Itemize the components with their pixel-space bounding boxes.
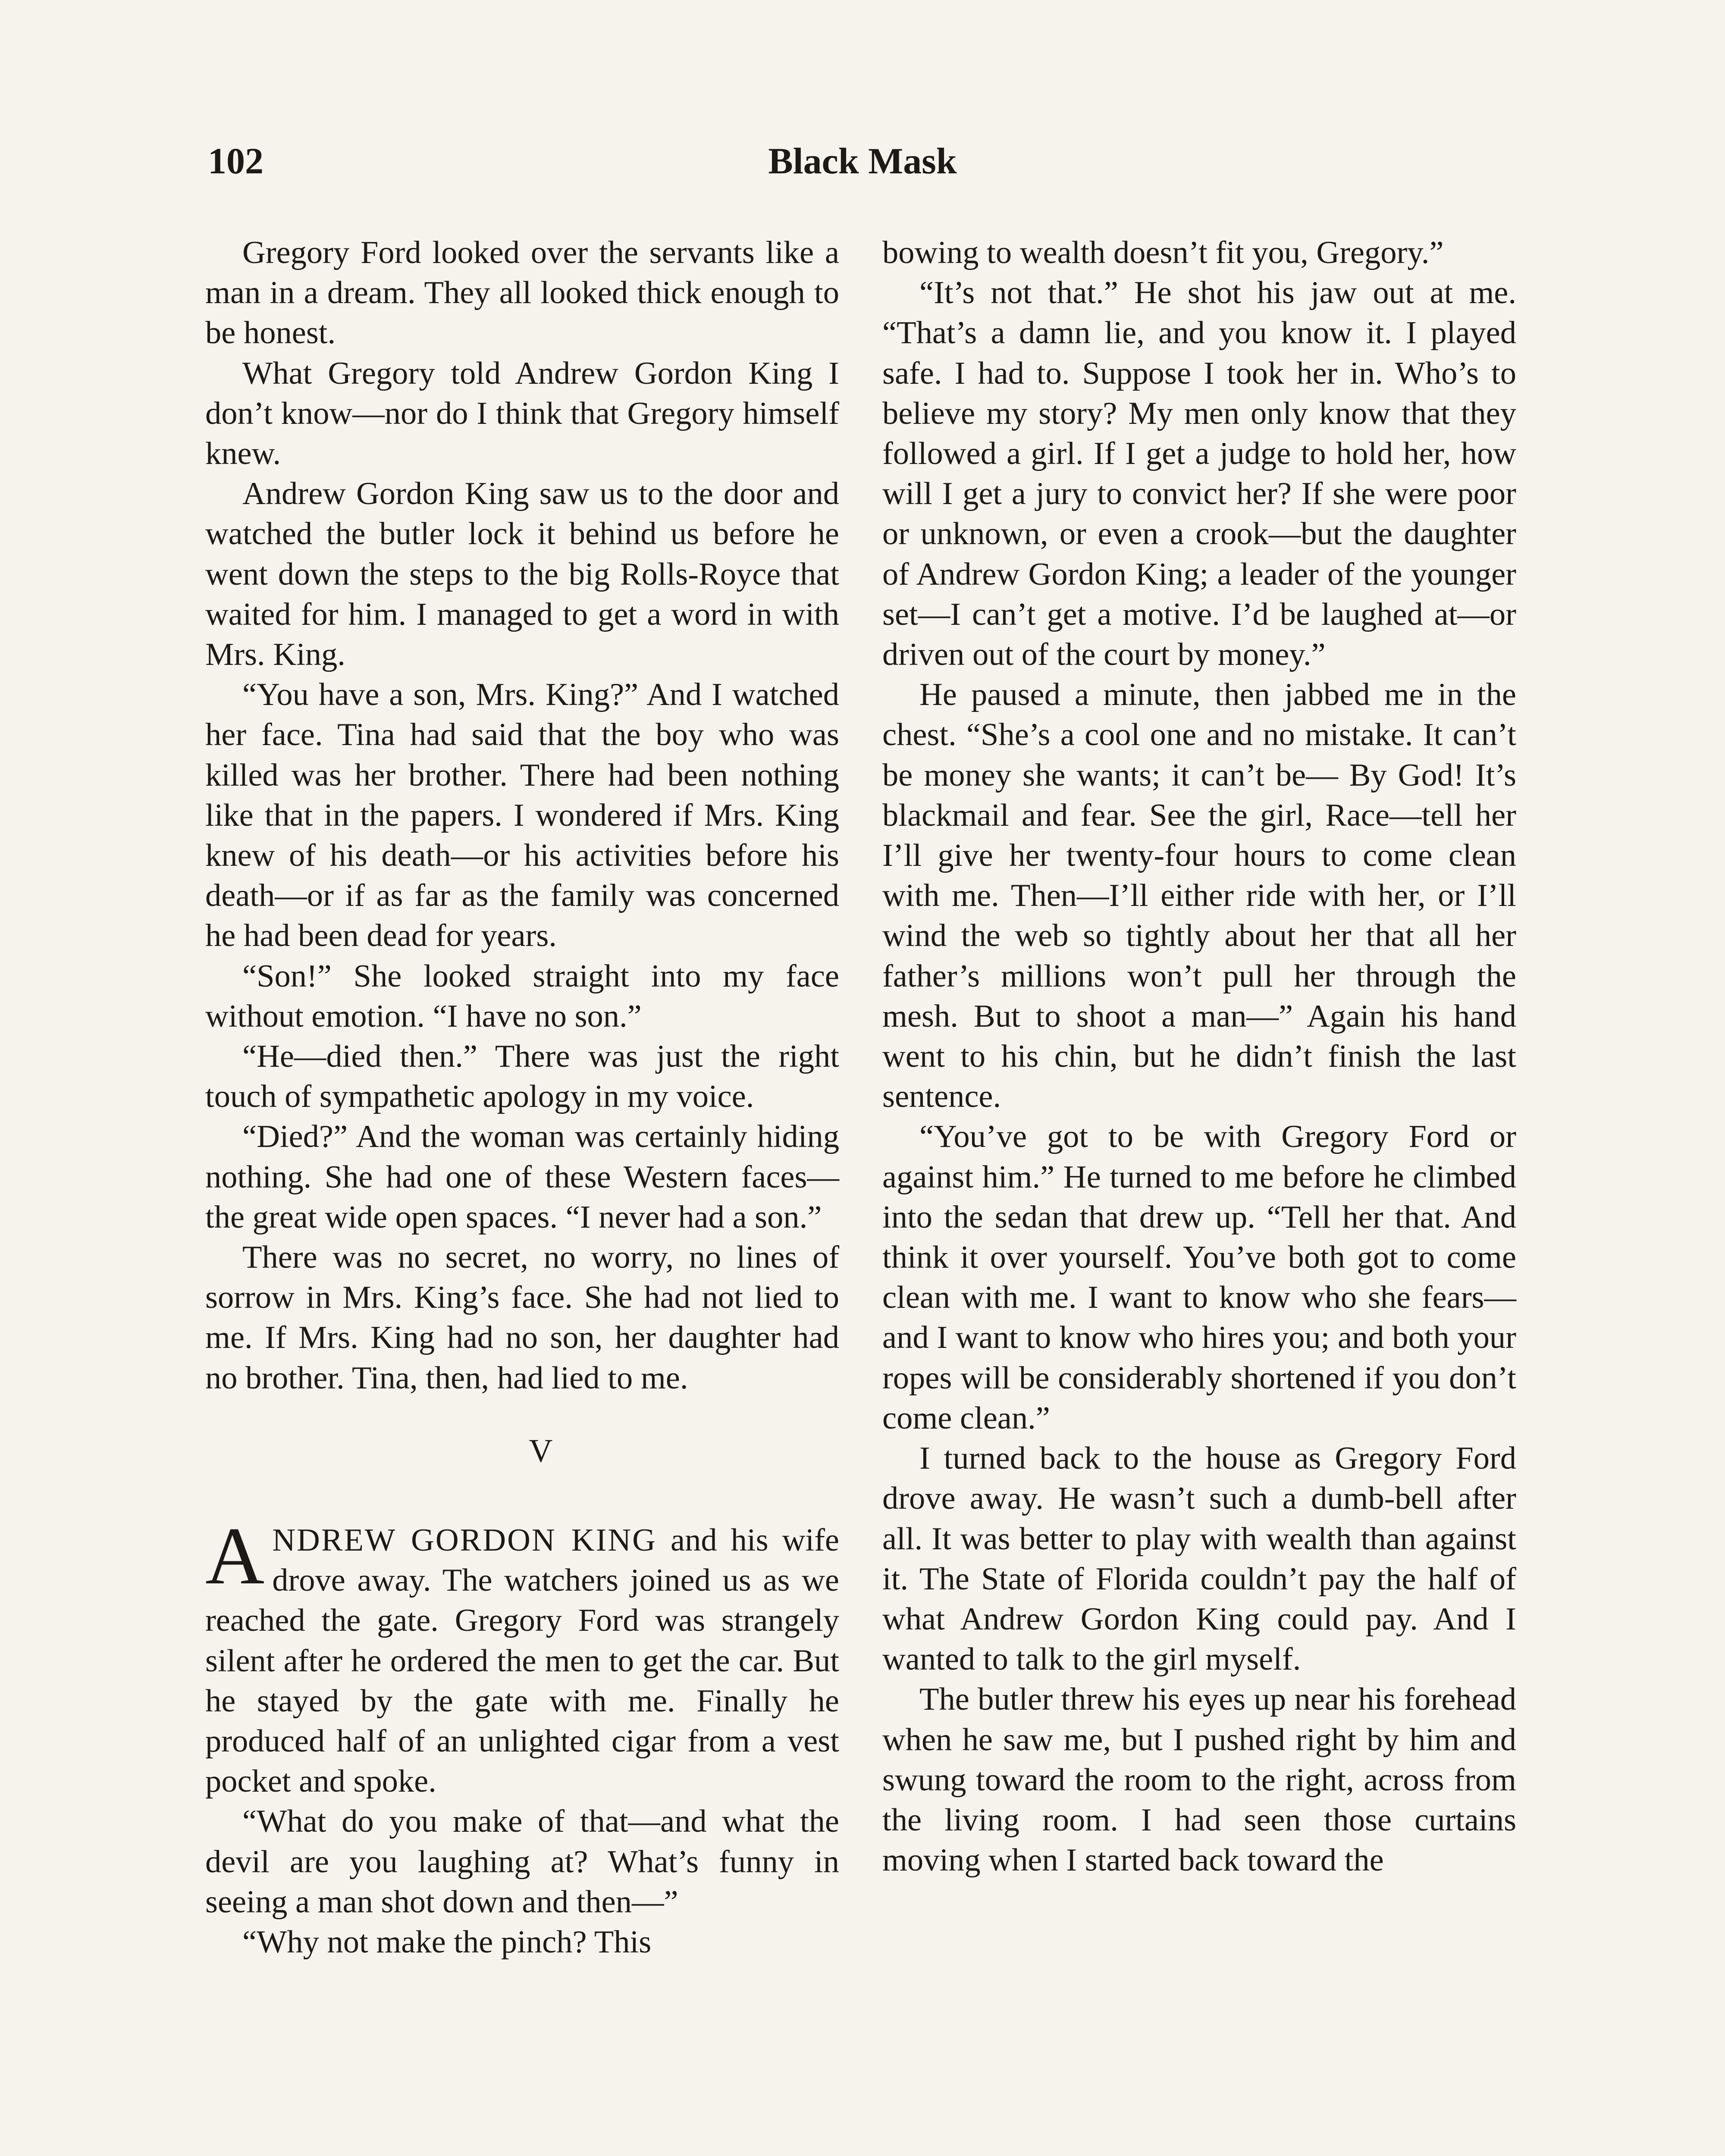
paragraph: “It’s not that.” He shot his jaw out at me. “That’s a damn lie, and you know it. I played safe. I had to. Suppose I took her in. Who’s to believe my story? My men only know that they followed a girl. If I get a judge to hold her, how will I get a jury to convict her? If she were poor or unknown, or even a crook—but the daughter of Andrew Gordon King; a leader of the younger set—I can’t get a motive. I’d be laughed at—or driven out of the court by money.” <box>882 275 1516 673</box>
paragraph: Andrew Gordon King saw us to the door and watched the butler lock it behind us before he went down the steps to the big Rolls-Royce that waited for him. I managed to get a word in with Mrs. King. <box>205 476 839 673</box>
paragraph: “Died?” And the woman was certainly hiding nothing. She had one of these Western faces—the great wide open spaces. “I never had a son.” <box>205 1119 839 1235</box>
right-column <box>882 233 1516 1880</box>
paragraph: “You’ve got to be with Gregory Ford or against him.” He turned to me before he climbed into the sedan that drew up. “Tell her that. And think it over yourself. You’ve both got to come clean with me. I want to know who she fears—and I want to know who hires you; and both your ropes will be considerably shortened if you don’t come clean.” <box>882 1119 1516 1436</box>
paragraph: What Gregory told Andrew Gordon King I don’t know—nor do I think that Gregory himself knew. <box>205 355 839 472</box>
opening-small-caps: NDREW GORDON KING <box>272 1522 657 1558</box>
running-title: Black Mask <box>768 140 957 182</box>
page-number: 102 <box>208 140 263 182</box>
paragraph: “He—died then.” There was just the right touch of sympathetic apology in my voice. <box>205 1039 839 1115</box>
drop-cap: A <box>205 1510 265 1601</box>
left-column <box>205 233 839 1962</box>
opening-text: and his wife drove away. The watchers joined us as we reached the gate. Gregory Ford was strangely silent after he ordered the men to get the car. But he stayed by the gate with me. Finally he produced half of an unlighted cigar from a vest pocket and spoke. <box>205 1522 839 1799</box>
paragraph: “Son!” She looked straight into my face without emotion. “I have no son.” <box>205 958 839 1034</box>
paragraph: There was no secret, no worry, no lines of sorrow in Mrs. King’s face. She had not lied to me. If Mrs. King had no son, her daughter had no brother. Tina, then, had lied to me. <box>205 1240 839 1396</box>
continued-text: bowing to wealth doesn’t fit you, Gregory.” <box>882 235 1444 270</box>
section-heading: V <box>529 1432 553 1469</box>
paragraph: Gregory Ford looked over the servants like a man in a dream. They all looked thick enough to be honest. <box>205 235 839 351</box>
section-opening-paragraph <box>205 1510 839 1802</box>
paragraph: “What do you make of that—and what the devil are you laughing at? What’s funny in seeing a man shot down and then—” <box>205 1804 839 1920</box>
paragraph: He paused a minute, then jabbed me in the chest. “She’s a cool one and no mistake. It can’t be money she wants; it can’t be— By God! It’s blackmail and fear. See the girl, Race—tell her I’ll give her twenty-four hours to come clean with me. Then—I’ll either ride with her, or I’ll wind the web so tightly about her that all her father’s millions won’t pull her through the mesh. But to shoot a man—” Again his hand went to his chin, but he didn’t finish the last sentence. <box>882 677 1516 1115</box>
paragraph: “Why not make the pinch? This <box>242 1924 652 1960</box>
paragraph: I turned back to the house as Gregory Ford drove away. He wasn’t such a dumb-bell after all. It was better to play with wealth than against it. The State of Florida couldn’t pay the half of what Andrew Gordon King could pay. And I wanted to talk to the girl myself. <box>882 1441 1516 1677</box>
paragraph: The butler threw his eyes up near his forehead when he saw me, but I pushed right by him and swung toward the room to the right, across from the living room. I had seen those curtains moving when I started back toward the <box>882 1682 1516 1878</box>
paragraph: “You have a son, Mrs. King?” And I watched her face. Tina had said that the boy who was killed was her brother. There had been nothing like that in the papers. I wondered if Mrs. King knew of his death—or his activities before his death—or if as far as the family was concerned he had been dead for years. <box>205 677 839 954</box>
